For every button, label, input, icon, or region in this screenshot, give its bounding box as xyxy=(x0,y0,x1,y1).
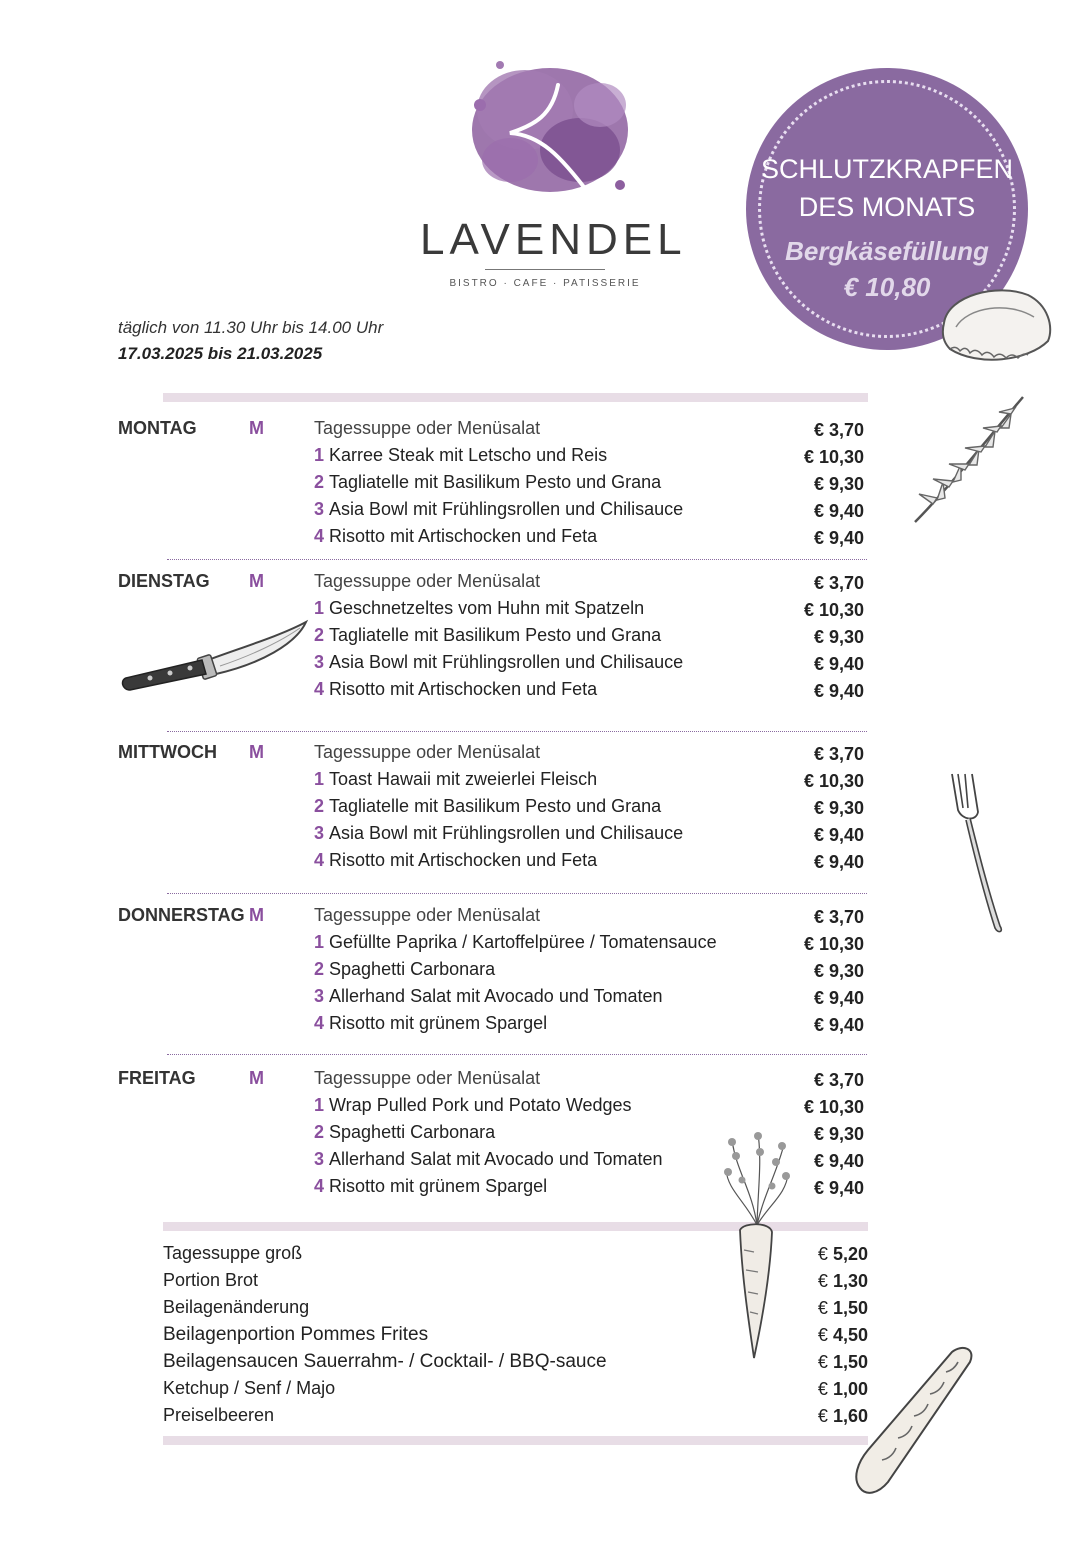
menu-item-number: 4 xyxy=(314,526,325,546)
extra-item: Beilagensaucen Sauerrahm- / Cocktail- / BBQ-sauce xyxy=(163,1351,607,1372)
day-name: FREITAG xyxy=(118,1068,196,1088)
extra-price-currency: € xyxy=(817,1271,828,1291)
menu-item-text: Wrap Pulled Pork und Potato Wedges xyxy=(329,1095,632,1115)
menu-item-number: 3 xyxy=(314,823,325,843)
special-filling: Bergkäsefüllung xyxy=(785,236,989,266)
menu-item-number: 1 xyxy=(314,769,325,789)
soup-or-salat-item xyxy=(314,742,540,763)
soup-or-salat-item xyxy=(314,905,540,926)
menu-item-text: Gefüllte Paprika / Kartoffelpüree / Tomatensauce xyxy=(329,932,717,952)
day-menu-marker: M xyxy=(249,1068,264,1088)
fork-icon xyxy=(948,770,1010,935)
menu-item xyxy=(314,445,607,466)
brand-subtitle: BISTRO · CAFE · PATISSERIE xyxy=(449,278,641,289)
lavender-splash-icon xyxy=(440,45,650,210)
menu-item-price: € 9,40 xyxy=(813,681,864,701)
menu-item-price: € 9,30 xyxy=(813,961,864,981)
rosemary-icon xyxy=(905,392,1030,532)
carrot-icon xyxy=(722,1130,792,1360)
menu-item-text: Risotto mit grünem Spargel xyxy=(329,1176,548,1196)
menu-item xyxy=(314,652,683,673)
menu-item-text: Tagessuppe oder Menüsalat xyxy=(314,1068,541,1088)
extra-price-value: 1,50 xyxy=(832,1298,868,1318)
extra-item: Beilagenänderung xyxy=(163,1297,310,1317)
menu-item xyxy=(314,769,597,790)
menu-item-number: 3 xyxy=(314,986,325,1006)
day-name: MITTWOCH xyxy=(118,742,217,762)
menu-item-text: Risotto mit Artischocken und Feta xyxy=(329,526,598,546)
menu-item xyxy=(314,499,683,520)
baguette-icon xyxy=(852,1342,977,1497)
extra-price-currency: € xyxy=(817,1379,828,1399)
day-menu-marker: M xyxy=(249,905,264,925)
menu-item-price: € 9,40 xyxy=(813,852,864,872)
menu-item-price: € 9,30 xyxy=(813,627,864,647)
soup-or-salat-item xyxy=(314,1068,540,1089)
menu-item xyxy=(314,598,644,619)
extra-price-currency: € xyxy=(817,1298,828,1318)
menu-item-price: € 10,30 xyxy=(803,771,864,791)
soup-or-salat-item xyxy=(314,418,540,439)
extra-price-value: 1,00 xyxy=(832,1379,868,1399)
menu-item-text: Asia Bowl mit Frühlingsrollen und Chilisauce xyxy=(329,499,684,519)
extra-price-value: 5,20 xyxy=(832,1244,868,1264)
menu-item-number: 1 xyxy=(314,445,325,465)
extra-item: Beilagenportion Pommes Frites xyxy=(163,1324,429,1345)
menu-item-price: € 3,70 xyxy=(813,573,864,593)
special-price: € 10,80 xyxy=(843,272,931,302)
menu-date-range: 17.03.2025 bis 21.03.2025 xyxy=(118,344,323,363)
menu-item-number: 4 xyxy=(314,850,325,870)
menu-item-text: Allerhand Salat mit Avocado und Tomaten xyxy=(329,986,663,1006)
menu-item-text: Allerhand Salat mit Avocado und Tomaten xyxy=(329,1149,663,1169)
extra-item: Preiselbeeren xyxy=(163,1405,275,1425)
menu-item-text: Risotto mit Artischocken und Feta xyxy=(329,850,598,870)
menu-item-price: € 9,30 xyxy=(813,798,864,818)
menu-item-price: € 9,40 xyxy=(813,528,864,548)
menu-item-number: 1 xyxy=(314,1095,325,1115)
menu-item-text: Asia Bowl mit Frühlingsrollen und Chilisauce xyxy=(329,652,684,672)
menu-item-number: 3 xyxy=(314,1149,325,1169)
menu-item xyxy=(314,796,661,817)
extra-price-currency: € xyxy=(817,1406,828,1426)
section-band-top xyxy=(163,393,868,402)
extra-item: Portion Brot xyxy=(163,1270,259,1290)
menu-item-price: € 9,40 xyxy=(813,501,864,521)
menu-item-text: Karree Steak mit Letscho und Reis xyxy=(329,445,608,465)
menu-item-text: Tagessuppe oder Menüsalat xyxy=(314,571,541,591)
opening-hours: täglich von 11.30 Uhr bis 14.00 Uhr xyxy=(118,318,384,337)
menu-item-number: 2 xyxy=(314,796,325,816)
extra-item: Tagessuppe groß xyxy=(163,1243,303,1263)
logo xyxy=(420,45,687,295)
menu-item-price: € 9,30 xyxy=(813,474,864,494)
menu-item-number: 3 xyxy=(314,652,325,672)
menu-item-text: Tagessuppe oder Menüsalat xyxy=(314,905,541,925)
brand-divider xyxy=(485,269,605,270)
menu-item-text: Risotto mit grünem Spargel xyxy=(329,1013,548,1033)
extra-price-currency: € xyxy=(817,1244,828,1264)
menu-item-price: € 10,30 xyxy=(803,447,864,467)
menu-item-text: Tagliatelle mit Basilikum Pesto und Grana xyxy=(329,625,662,645)
menu-item xyxy=(314,472,661,493)
day-divider xyxy=(167,731,867,732)
day-divider xyxy=(167,893,867,894)
knife-icon xyxy=(120,618,310,693)
brand-name: LAVENDEL xyxy=(420,215,687,264)
menu-item-text: Tagessuppe oder Menüsalat xyxy=(314,742,541,762)
menu-item xyxy=(314,850,597,871)
menu-item xyxy=(314,526,597,547)
menu-item-price: € 10,30 xyxy=(803,934,864,954)
menu-item-text: Spaghetti Carbonara xyxy=(329,959,496,979)
day-divider xyxy=(167,559,867,560)
menu-item-text: Asia Bowl mit Frühlingsrollen und Chilisauce xyxy=(329,823,684,843)
menu-item xyxy=(314,1013,547,1034)
section-band-bottom xyxy=(163,1436,868,1445)
menu-item-price: € 9,30 xyxy=(813,1124,864,1144)
menu-item xyxy=(314,959,495,980)
extra-item: Ketchup / Senf / Majo xyxy=(163,1378,336,1398)
menu-item xyxy=(314,1176,547,1197)
menu-item-number: 4 xyxy=(314,1013,325,1033)
extra-price-value: 1,30 xyxy=(832,1271,868,1291)
day-menu-marker: M xyxy=(249,571,264,591)
menu-item-price: € 9,40 xyxy=(813,1178,864,1198)
menu-item xyxy=(314,932,717,953)
menu-item-number: 2 xyxy=(314,1122,325,1142)
menu-item xyxy=(314,1122,495,1143)
menu-item-price: € 9,40 xyxy=(813,988,864,1008)
menu-item xyxy=(314,625,661,646)
menu-item xyxy=(314,986,663,1007)
menu-item-price: € 10,30 xyxy=(803,1097,864,1117)
menu-item-text: Tagliatelle mit Basilikum Pesto und Grana xyxy=(329,796,662,816)
menu-item-price: € 3,70 xyxy=(813,744,864,764)
extra-price-value: 1,50 xyxy=(832,1352,868,1372)
menu-item-number: 2 xyxy=(314,959,325,979)
menu-item-price: € 9,40 xyxy=(813,825,864,845)
menu-item-price: € 9,40 xyxy=(813,1015,864,1035)
menu-item-price: € 9,40 xyxy=(813,1151,864,1171)
menu-item-price: € 3,70 xyxy=(813,1070,864,1090)
special-title-line2: DES MONATS xyxy=(798,192,976,222)
menu-item-price: € 3,70 xyxy=(813,907,864,927)
menu-item-text: Spaghetti Carbonara xyxy=(329,1122,496,1142)
menu-item-text: Tagliatelle mit Basilikum Pesto und Grana xyxy=(329,472,662,492)
extra-item-price xyxy=(818,1244,868,1265)
soup-or-salat-item xyxy=(314,571,540,592)
menu-item-number: 2 xyxy=(314,472,325,492)
menu-item-number: 4 xyxy=(314,1176,325,1196)
day-menu-marker: M xyxy=(249,742,264,762)
dumpling-icon xyxy=(938,283,1056,369)
menu-item-number: 4 xyxy=(314,679,325,699)
menu-item xyxy=(314,1149,663,1170)
day-divider xyxy=(167,1054,867,1055)
extra-price-currency: € xyxy=(817,1325,828,1345)
menu-item xyxy=(314,823,683,844)
menu-item-text: Tagessuppe oder Menüsalat xyxy=(314,418,541,438)
extra-price-value: 1,60 xyxy=(832,1406,868,1426)
extra-item-price xyxy=(818,1271,868,1292)
menu-item-number: 2 xyxy=(314,625,325,645)
extra-price-value: 4,50 xyxy=(832,1325,868,1345)
day-name: DIENSTAG xyxy=(118,571,210,591)
menu-item-number: 1 xyxy=(314,598,325,618)
day-name: MONTAG xyxy=(118,418,197,438)
menu-item-number: 3 xyxy=(314,499,325,519)
menu-item-text: Risotto mit Artischocken und Feta xyxy=(329,679,598,699)
menu-item-number: 1 xyxy=(314,932,325,952)
menu-item xyxy=(314,679,597,700)
menu-item xyxy=(314,1095,632,1116)
menu-item-text: Geschnetzeltes vom Huhn mit Spatzeln xyxy=(329,598,645,618)
special-title-line1: SCHLUTZKRAPFEN xyxy=(760,154,1014,184)
menu-item-text: Toast Hawaii mit zweierlei Fleisch xyxy=(329,769,598,789)
extra-price-currency: € xyxy=(817,1352,828,1372)
extra-item-price xyxy=(818,1298,868,1319)
menu-item-price: € 3,70 xyxy=(813,420,864,440)
menu-item-price: € 10,30 xyxy=(803,600,864,620)
day-name: DONNERSTAG xyxy=(118,905,245,925)
menu-item-price: € 9,40 xyxy=(813,654,864,674)
day-menu-marker: M xyxy=(249,418,264,438)
